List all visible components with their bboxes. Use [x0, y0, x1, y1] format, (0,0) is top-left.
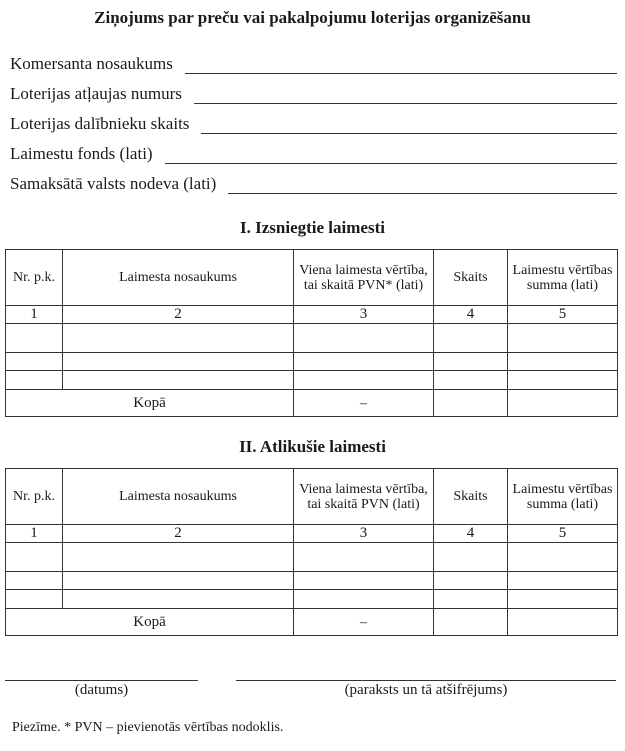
table-row: [6, 371, 618, 390]
cell[interactable]: [508, 590, 618, 609]
total-count-cell[interactable]: [434, 390, 508, 417]
field-label: Samaksātā valsts nodeva (lati): [10, 174, 217, 193]
date-caption: (datums): [74, 682, 129, 698]
cell[interactable]: [63, 543, 294, 572]
cell[interactable]: [434, 572, 508, 590]
header-prize-name: Laimesta nosaukums: [63, 250, 294, 306]
total-unit-value-dash: –: [294, 609, 434, 636]
column-number: 3: [294, 525, 434, 543]
table-header-row: [6, 469, 618, 525]
header-nr: Nr. p.k.: [6, 250, 63, 306]
cell[interactable]: [294, 543, 434, 572]
issued-prizes-table: [5, 249, 618, 417]
state-fee-input-line[interactable]: [228, 177, 617, 194]
cell[interactable]: [434, 590, 508, 609]
field-state-fee: [10, 172, 617, 194]
document-title: Ziņojums par preču vai pakalpojumu loterijas organizēšanu: [94, 8, 531, 27]
field-label: Loterijas atļaujas numurs: [10, 84, 182, 103]
total-row: [6, 390, 618, 417]
column-number: 4: [434, 306, 508, 324]
column-number: 2: [63, 306, 294, 324]
header-unit-value: Viena laimesta vērtība, tai skaitā PVN (lati): [294, 469, 434, 525]
cell[interactable]: [6, 371, 63, 390]
column-number: 3: [294, 306, 434, 324]
cell[interactable]: [6, 572, 63, 590]
column-number: 5: [508, 525, 618, 543]
column-number-row: [6, 525, 618, 543]
cell[interactable]: [63, 590, 294, 609]
section-title-issued-prizes: I. Izsniegtie laimesti: [240, 218, 385, 237]
field-label: Loterijas dalībnieku skaits: [10, 114, 190, 133]
column-number: 2: [63, 525, 294, 543]
cell[interactable]: [508, 371, 618, 390]
cell[interactable]: [63, 353, 294, 371]
total-count-cell[interactable]: [434, 609, 508, 636]
section-title-remaining-prizes: II. Atlikušie laimesti: [239, 437, 386, 456]
field-company-name: [10, 52, 617, 74]
cell[interactable]: [294, 353, 434, 371]
cell[interactable]: [294, 371, 434, 390]
signature-caption: (paraksts un tā atšifrējums): [344, 682, 508, 698]
cell[interactable]: [434, 324, 508, 353]
column-number: 1: [6, 306, 63, 324]
cell[interactable]: [294, 324, 434, 353]
table-header-row: [6, 250, 618, 306]
column-number: 4: [434, 525, 508, 543]
cell[interactable]: [63, 324, 294, 353]
cell[interactable]: [63, 572, 294, 590]
field-prize-fund: [10, 142, 617, 164]
header-unit-value: Viena laimesta vērtība, tai skaitā PVN* (lati): [294, 250, 434, 306]
total-sum-cell[interactable]: [508, 609, 618, 636]
cell[interactable]: [508, 353, 618, 371]
footnote: Piezīme. * PVN – pievienotās vērtības nodoklis.: [12, 720, 284, 735]
cell[interactable]: [434, 353, 508, 371]
permit-number-input-line[interactable]: [194, 87, 617, 104]
cell[interactable]: [508, 543, 618, 572]
column-number-row: [6, 306, 618, 324]
cell[interactable]: [434, 543, 508, 572]
participant-count-input-line[interactable]: [201, 117, 617, 134]
cell[interactable]: [6, 353, 63, 371]
column-number: 5: [508, 306, 618, 324]
field-permit-number: [10, 82, 617, 104]
header-total-value: Laimestu vērtības summa (lati): [508, 469, 618, 525]
total-unit-value-dash: –: [294, 390, 434, 417]
total-label: Kopā: [6, 390, 294, 417]
field-label: Komersanta nosaukums: [10, 54, 173, 73]
total-label: Kopā: [6, 609, 294, 636]
header-total-value: Laimestu vērtības summa (lati): [508, 250, 618, 306]
cell[interactable]: [6, 324, 63, 353]
company-name-input-line[interactable]: [185, 57, 617, 74]
header-nr: Nr. p.k.: [6, 469, 63, 525]
cell[interactable]: [294, 572, 434, 590]
cell[interactable]: [63, 371, 294, 390]
table-row: [6, 324, 618, 353]
date-signature-line[interactable]: [5, 680, 198, 681]
cell[interactable]: [6, 590, 63, 609]
total-row: [6, 609, 618, 636]
remaining-prizes-table: [5, 468, 618, 636]
cell[interactable]: [508, 572, 618, 590]
table-row: [6, 590, 618, 609]
header-prize-name: Laimesta nosaukums: [63, 469, 294, 525]
column-number: 1: [6, 525, 63, 543]
cell[interactable]: [6, 543, 63, 572]
total-sum-cell[interactable]: [508, 390, 618, 417]
cell[interactable]: [434, 371, 508, 390]
table-row: [6, 353, 618, 371]
signature-line[interactable]: [236, 680, 616, 681]
table-row: [6, 572, 618, 590]
cell[interactable]: [294, 590, 434, 609]
header-count: Skaits: [434, 250, 508, 306]
field-label: Laimestu fonds (lati): [10, 144, 153, 163]
field-participant-count: [10, 112, 617, 134]
header-count: Skaits: [434, 469, 508, 525]
cell[interactable]: [508, 324, 618, 353]
table-row: [6, 543, 618, 572]
prize-fund-input-line[interactable]: [165, 147, 617, 164]
